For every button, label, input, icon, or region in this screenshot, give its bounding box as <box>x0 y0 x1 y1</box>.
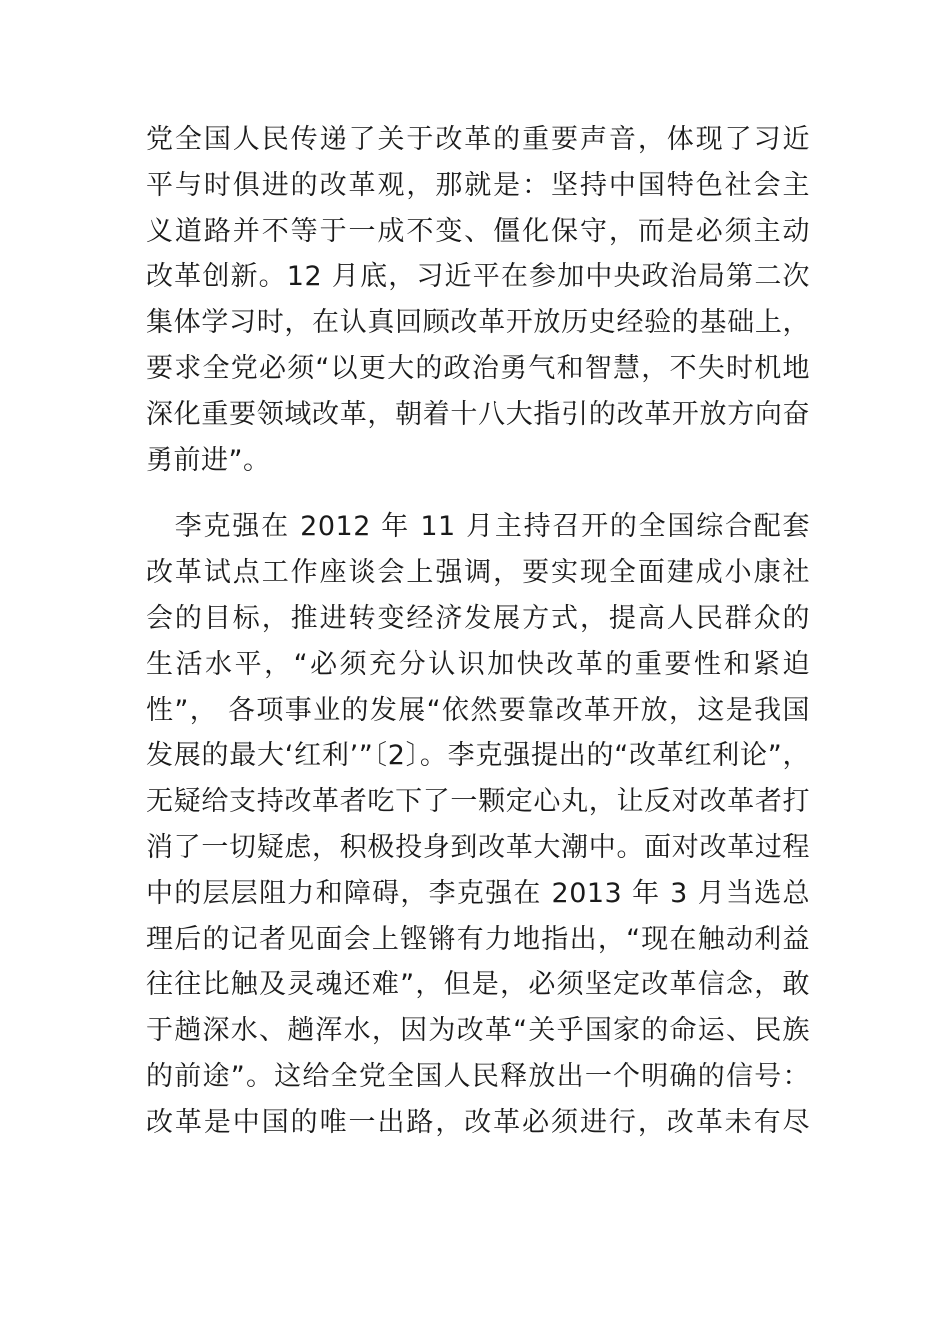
text-line: 改革创新。12 月底，习近平在参加中央政治局第二次 <box>146 261 810 293</box>
paragraph-1 <box>146 117 810 483</box>
text-line: 于趟深水、趟浑水，因为改革“关乎国家的命运、民族 <box>146 1015 810 1047</box>
text-line: 党全国人民传递了关于改革的重要声音，体现了习近 <box>146 124 810 155</box>
body-text <box>146 117 810 1146</box>
text-line: 消了一切疑虑，积极投身到改革大潮中。面对改革过程 <box>146 831 810 863</box>
text-line: 李克强在 2012 年 11 月主持召开的全国综合配套 <box>146 511 810 543</box>
text-line: 改革试点工作座谈会上强调，要实现全面建成小康社 <box>146 557 810 589</box>
text-line: 集体学习时，在认真回顾改革开放历史经验的基础上， <box>146 307 810 339</box>
paragraph-spacer <box>146 483 810 504</box>
text-line: 的前途”。这给全党全国人民释放出一个明确的信号： <box>146 1060 810 1092</box>
text-line: 要求全党必须“以更大的政治勇气和智慧，不失时机地 <box>146 352 810 384</box>
text-line: 平与时俱进的改革观，那就是：坚持中国特色社会主 <box>146 169 810 201</box>
text-line: 性”， 各项事业的发展“依然要靠改革开放，这是我国 <box>146 694 810 726</box>
text-line: 义道路并不等于一成不变、僵化保守，而是必须主动 <box>146 215 810 247</box>
text-line: 改革是中国的唯一出路，改革必须进行，改革未有尽 <box>146 1106 810 1138</box>
paragraph-2 <box>146 504 810 1145</box>
text-line: 发展的最大‘红利’”〔2〕。李克强提出的“改革红利论”， <box>146 740 810 772</box>
text-line: 勇前进”。 <box>146 444 271 476</box>
text-line: 理后的记者见面会上铿锵有力地指出，“现在触动利益 <box>146 923 810 955</box>
text-line: 深化重要领域改革，朝着十八大指引的改革开放方向奋 <box>146 398 810 430</box>
text-line: 会的目标，推进转变经济发展方式，提高人民群众的 <box>146 602 810 634</box>
text-line: 中的层层阻力和障碍，李克强在 2013 年 3 月当选总 <box>146 877 810 909</box>
text-line: 生活水平，“必须充分认识加快改革的重要性和紧迫 <box>146 648 810 680</box>
text-line: 无疑给支持改革者吃下了一颗定心丸，让反对改革者打 <box>146 786 810 818</box>
text-line: 往往比触及灵魂还难”，但是，必须坚定改革信念，敢 <box>146 969 810 1001</box>
